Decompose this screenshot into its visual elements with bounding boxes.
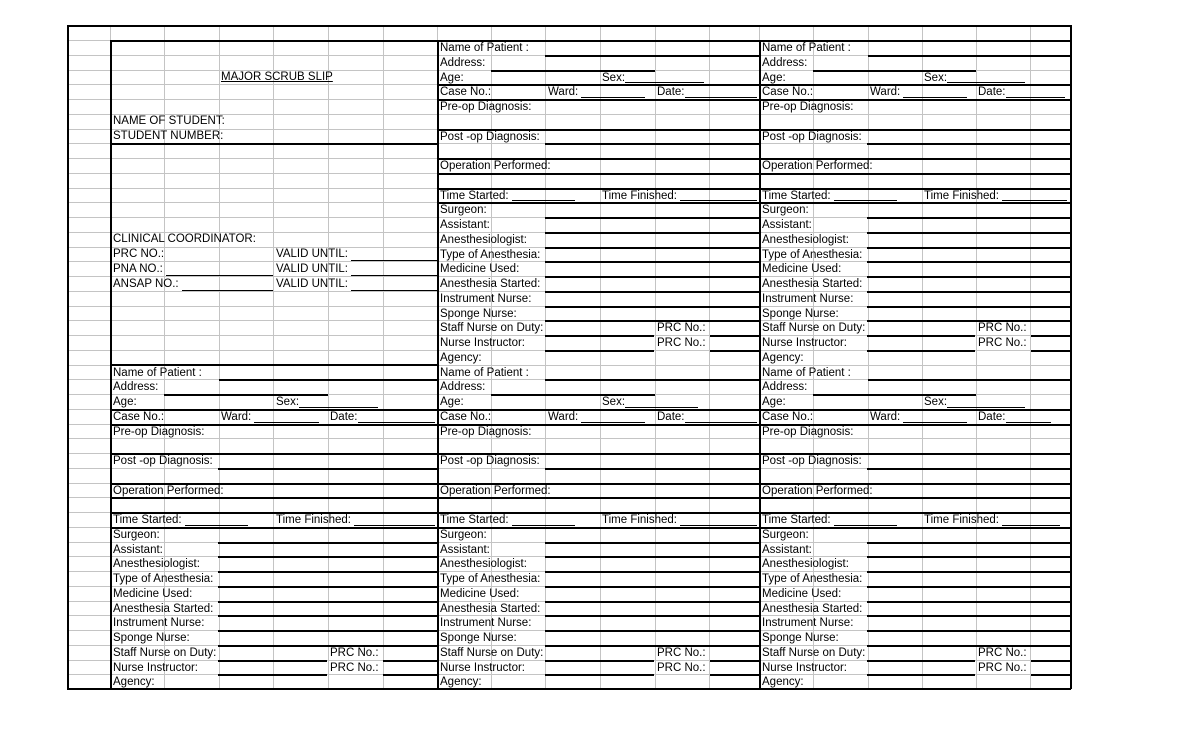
cell-border-line: [545, 335, 654, 337]
cell-border-line: [383, 674, 437, 676]
cell-border-line: [867, 586, 1071, 588]
operation-performed-label: Operation Performed:: [440, 485, 551, 497]
staff-nurse-label: Staff Nurse on Duty:: [440, 322, 544, 334]
postop-diagnosis-label: Post -op Diagnosis:: [440, 455, 540, 467]
blank-underline: [299, 407, 378, 408]
cell-border-line: [867, 468, 1071, 470]
cell-border-line: [545, 261, 759, 263]
cell-border-line: [545, 247, 759, 249]
cell-border-line: [867, 556, 1071, 558]
gridline-column: [922, 25, 923, 689]
nurse-instructor-label: Nurse Instructor:: [762, 662, 847, 674]
ward-label: Ward:: [870, 86, 901, 98]
cell-border-line: [218, 615, 437, 617]
valid-until-label: VALID UNTIL:: [276, 248, 348, 260]
postop-diagnosis-label: Post -op Diagnosis:: [762, 131, 862, 143]
date-label: Date:: [657, 411, 685, 423]
cell-border-line: [491, 394, 655, 396]
cell-border-line: [710, 660, 759, 662]
gridline-row: [67, 438, 1071, 439]
medicine-used-label: Medicine Used:: [762, 263, 842, 275]
sponge-nurse-label: Sponge Nurse:: [440, 632, 517, 644]
cell-border-line: [867, 630, 1071, 632]
cell-border-line: [545, 291, 759, 293]
blank-underline: [581, 97, 645, 98]
clinical-coordinator-label: CLINICAL COORDINATOR:: [113, 233, 256, 245]
cell-border-line: [1031, 674, 1071, 676]
instrument-nurse-label: Instrument Nurse:: [762, 293, 854, 305]
valid-until-label: VALID UNTIL:: [276, 263, 348, 275]
time-started-label: Time Started:: [762, 514, 831, 526]
blank-underline: [903, 422, 967, 423]
cell-border-line: [545, 615, 759, 617]
blank-underline: [1006, 97, 1065, 98]
cell-border-line: [1031, 350, 1071, 352]
anesthesia-started-label: Anesthesia Started:: [762, 603, 863, 615]
prc-no-label: PRC NO.:: [113, 248, 165, 260]
agency-label: Agency:: [440, 352, 482, 364]
type-of-anesthesia-label: Type of Anesthesia:: [440, 573, 541, 585]
case-no-label: Case No.:: [440, 411, 492, 423]
anesthesiologist-label: Anesthesiologist:: [113, 558, 200, 570]
address-label: Address:: [440, 381, 486, 393]
prc-no-label: PRC No.:: [978, 647, 1027, 659]
cell-border-line: [437, 497, 759, 499]
sex-label: Sex:: [602, 72, 626, 84]
prc-no-label: PRC No.:: [657, 337, 706, 349]
cell-border-line: [437, 173, 759, 175]
slip-column-divider: [437, 40, 439, 689]
nurse-instructor-label: Nurse Instructor:: [762, 337, 847, 349]
blank-underline: [166, 275, 273, 276]
gridline-column: [709, 25, 710, 689]
blank-underline: [185, 525, 248, 526]
staff-nurse-label: Staff Nurse on Duty:: [762, 322, 866, 334]
prc-no-label: PRC No.:: [330, 662, 379, 674]
student-number-label: STUDENT NUMBER:: [113, 130, 224, 142]
type-of-anesthesia-label: Type of Anesthesia:: [113, 573, 214, 585]
cell-border-line: [867, 232, 1071, 234]
blank-underline: [581, 422, 645, 423]
medicine-used-label: Medicine Used:: [440, 588, 520, 600]
cell-border-line: [545, 630, 759, 632]
instrument-nurse-label: Instrument Nurse:: [440, 293, 532, 305]
cell-border-line: [867, 306, 1071, 308]
patient-name-label: Name of Patient :: [113, 367, 202, 379]
sponge-nurse-label: Sponge Nurse:: [113, 632, 190, 644]
ward-label: Ward:: [548, 411, 579, 423]
cell-border-line: [545, 306, 759, 308]
patient-name-label: Name of Patient :: [762, 367, 851, 379]
cell-border-line: [867, 217, 1071, 219]
pna-no-label: PNA NO.:: [113, 263, 163, 275]
gridline-column: [976, 25, 977, 689]
staff-nurse-label: Staff Nurse on Duty:: [113, 647, 217, 659]
prc-no-label: PRC No.:: [657, 322, 706, 334]
cell-border-line: [1031, 660, 1071, 662]
time-started-label: Time Started:: [440, 514, 509, 526]
cell-border-line: [218, 630, 437, 632]
postop-diagnosis-label: Post -op Diagnosis:: [440, 131, 540, 143]
anesthesia-started-label: Anesthesia Started:: [440, 278, 541, 290]
postop-diagnosis-label: Post -op Diagnosis:: [113, 455, 213, 467]
blank-underline: [947, 82, 1025, 83]
cell-border-line: [867, 276, 1071, 278]
cell-border-line: [164, 394, 328, 396]
blank-underline: [358, 422, 435, 423]
instrument-nurse-label: Instrument Nurse:: [113, 617, 205, 629]
surgeon-label: Surgeon:: [113, 529, 160, 541]
cell-border-line: [545, 674, 654, 676]
staff-nurse-label: Staff Nurse on Duty:: [762, 647, 866, 659]
agency-label: Agency:: [762, 676, 804, 688]
preop-diagnosis-label: Pre-op Diagnosis:: [762, 426, 854, 438]
anesthesiologist-label: Anesthesiologist:: [440, 234, 527, 246]
time-finished-label: Time Finished:: [602, 190, 677, 202]
cell-border-line: [545, 556, 759, 558]
blank-underline: [354, 525, 435, 526]
cell-border-line: [813, 70, 976, 72]
case-no-label: Case No.:: [762, 86, 814, 98]
case-no-label: Case No.:: [113, 411, 165, 423]
student-name-label: NAME OF STUDENT:: [113, 115, 225, 127]
patient-name-label: Name of Patient :: [440, 367, 529, 379]
preop-diagnosis-label: Pre-op Diagnosis:: [762, 101, 854, 113]
blank-underline: [351, 275, 437, 276]
gridline-column: [655, 25, 656, 689]
assistant-label: Assistant:: [113, 544, 163, 556]
anesthesiologist-label: Anesthesiologist:: [762, 558, 849, 570]
time-started-label: Time Started:: [113, 514, 182, 526]
ansap-no-label: ANSAP NO.:: [113, 278, 179, 290]
gridline-column: [545, 25, 546, 689]
preop-diagnosis-label: Pre-op Diagnosis:: [113, 426, 205, 438]
blank-underline: [625, 82, 704, 83]
cell-border-line: [218, 601, 437, 603]
cell-border-line: [710, 335, 759, 337]
cell-border-line: [867, 660, 975, 662]
date-label: Date:: [978, 86, 1006, 98]
sponge-nurse-label: Sponge Nurse:: [762, 308, 839, 320]
anesthesiologist-label: Anesthesiologist:: [440, 558, 527, 570]
cell-border-line: [110, 143, 437, 145]
date-label: Date:: [978, 411, 1006, 423]
age-label: Age:: [762, 396, 786, 408]
sex-label: Sex:: [602, 396, 626, 408]
nurse-instructor-label: Nurse Instructor:: [440, 662, 525, 674]
cell-border-line: [867, 291, 1071, 293]
medicine-used-label: Medicine Used:: [440, 263, 520, 275]
instrument-nurse-label: Instrument Nurse:: [440, 617, 532, 629]
frame-bottom: [67, 688, 1071, 690]
blank-underline: [685, 97, 757, 98]
prc-no-label: PRC No.:: [978, 337, 1027, 349]
cell-border-line: [545, 320, 759, 322]
operation-performed-label: Operation Performed:: [440, 160, 551, 172]
blank-underline: [1002, 200, 1067, 201]
cell-border-line: [545, 571, 759, 573]
blank-underline: [947, 407, 1025, 408]
time-started-label: Time Started:: [440, 190, 509, 202]
blank-underline: [351, 260, 437, 261]
cell-border-line: [867, 542, 1071, 544]
instrument-nurse-label: Instrument Nurse:: [762, 617, 854, 629]
cell-border-line: [491, 70, 655, 72]
type-of-anesthesia-label: Type of Anesthesia:: [440, 249, 541, 261]
blank-underline: [254, 422, 319, 423]
blank-underline: [685, 422, 757, 423]
frame-right: [1070, 25, 1072, 689]
preop-diagnosis-label: Pre-op Diagnosis:: [440, 426, 532, 438]
time-started-label: Time Started:: [762, 190, 831, 202]
age-label: Age:: [113, 396, 137, 408]
nurse-instructor-label: Nurse Instructor:: [113, 662, 198, 674]
cell-border-line: [218, 674, 327, 676]
cell-border-line: [710, 674, 759, 676]
cell-border-line: [867, 601, 1071, 603]
agency-label: Agency:: [113, 676, 155, 688]
gridline-column: [1030, 25, 1031, 689]
cell-border-line: [867, 335, 975, 337]
cell-border-line: [867, 645, 1071, 647]
agency-label: Agency:: [440, 676, 482, 688]
cell-border-line: [545, 379, 759, 381]
ward-label: Ward:: [221, 411, 252, 423]
cell-border-line: [710, 350, 759, 352]
surgeon-label: Surgeon:: [440, 529, 487, 541]
cell-border-line: [545, 542, 759, 544]
operation-performed-label: Operation Performed:: [762, 160, 873, 172]
cell-border-line: [813, 394, 976, 396]
cell-border-line: [545, 350, 654, 352]
assistant-label: Assistant:: [440, 219, 490, 231]
cell-border-line: [218, 542, 437, 544]
gridline-column: [600, 25, 601, 689]
sponge-nurse-label: Sponge Nurse:: [762, 632, 839, 644]
prc-no-label: PRC No.:: [657, 662, 706, 674]
gridline-column: [328, 25, 329, 689]
assistant-label: Assistant:: [762, 219, 812, 231]
cell-border-line: [867, 571, 1071, 573]
surgeon-label: Surgeon:: [762, 204, 809, 216]
frame-header-rule: [110, 40, 1071, 42]
medicine-used-label: Medicine Used:: [113, 588, 193, 600]
address-label: Address:: [762, 381, 808, 393]
gridline-column: [383, 25, 384, 689]
age-label: Age:: [440, 396, 464, 408]
assistant-label: Assistant:: [440, 544, 490, 556]
prc-no-label: PRC No.:: [657, 647, 706, 659]
time-finished-label: Time Finished:: [602, 514, 677, 526]
cell-border-line: [1031, 335, 1071, 337]
time-finished-label: Time Finished:: [924, 514, 999, 526]
sponge-nurse-label: Sponge Nurse:: [440, 308, 517, 320]
gridline-column: [868, 25, 869, 689]
time-finished-label: Time Finished:: [276, 514, 351, 526]
blank-underline: [903, 97, 967, 98]
type-of-anesthesia-label: Type of Anesthesia:: [762, 249, 863, 261]
type-of-anesthesia-label: Type of Anesthesia:: [762, 573, 863, 585]
postop-diagnosis-label: Post -op Diagnosis:: [762, 455, 862, 467]
agency-label: Agency:: [762, 352, 804, 364]
staff-nurse-label: Staff Nurse on Duty:: [440, 647, 544, 659]
cell-border-line: [868, 55, 1071, 57]
gridline-column: [273, 25, 274, 689]
cell-border-line: [759, 497, 1071, 499]
cell-border-line: [868, 379, 1071, 381]
cell-border-line: [545, 468, 759, 470]
anesthesiologist-label: Anesthesiologist:: [762, 234, 849, 246]
operation-performed-label: Operation Performed:: [762, 485, 873, 497]
case-no-label: Case No.:: [762, 411, 814, 423]
valid-until-label: VALID UNTIL:: [276, 278, 348, 290]
blank-underline: [834, 200, 897, 201]
nurse-instructor-label: Nurse Instructor:: [440, 337, 525, 349]
cell-border-line: [867, 320, 1071, 322]
blank-underline: [512, 525, 575, 526]
address-label: Address:: [440, 57, 486, 69]
time-finished-label: Time Finished:: [924, 190, 999, 202]
blank-underline: [1006, 422, 1051, 423]
address-label: Address:: [113, 381, 159, 393]
prc-no-label: PRC No.:: [978, 322, 1027, 334]
cell-border-line: [545, 601, 759, 603]
anesthesia-started-label: Anesthesia Started:: [440, 603, 541, 615]
operation-performed-label: Operation Performed:: [113, 485, 224, 497]
cell-border-line: [545, 143, 759, 145]
cell-border-line: [218, 586, 437, 588]
surgeon-label: Surgeon:: [762, 529, 809, 541]
date-label: Date:: [330, 411, 358, 423]
cell-border-line: [545, 55, 759, 57]
cell-border-line: [545, 586, 759, 588]
patient-name-label: Name of Patient :: [762, 42, 851, 54]
address-label: Address:: [762, 57, 808, 69]
cell-border-line: [218, 468, 437, 470]
date-label: Date:: [657, 86, 685, 98]
cell-border-line: [110, 497, 437, 499]
blank-underline: [351, 290, 437, 291]
ward-label: Ward:: [548, 86, 579, 98]
patient-name-label: Name of Patient :: [440, 42, 529, 54]
cell-border-line: [867, 143, 1071, 145]
cell-border-line: [218, 556, 437, 558]
cell-border-line: [383, 660, 437, 662]
cell-border-line: [545, 276, 759, 278]
preop-diagnosis-label: Pre-op Diagnosis:: [440, 101, 532, 113]
case-no-label: Case No.:: [440, 86, 492, 98]
prc-no-label: PRC No.:: [978, 662, 1027, 674]
anesthesia-started-label: Anesthesia Started:: [762, 278, 863, 290]
frame-left: [67, 25, 69, 689]
slip-column-divider: [759, 40, 761, 689]
blank-underline: [512, 200, 575, 201]
age-label: Age:: [762, 72, 786, 84]
blank-underline: [182, 290, 273, 291]
sex-label: Sex:: [924, 396, 948, 408]
cell-border-line: [545, 217, 759, 219]
cell-border-line: [867, 247, 1071, 249]
major-scrub-slip-title: MAJOR SCRUB SLIP: [221, 71, 333, 83]
cell-border-line: [545, 645, 759, 647]
cell-border-line: [759, 173, 1071, 175]
sex-label: Sex:: [276, 396, 300, 408]
blank-underline: [625, 407, 698, 408]
prc-no-label: PRC No.:: [330, 647, 379, 659]
cell-border-line: [867, 350, 975, 352]
surgeon-label: Surgeon:: [440, 204, 487, 216]
medicine-used-label: Medicine Used:: [762, 588, 842, 600]
ward-label: Ward:: [870, 411, 901, 423]
cell-border-line: [545, 660, 654, 662]
cell-border-line: [867, 615, 1071, 617]
cell-border-line: [545, 232, 759, 234]
assistant-label: Assistant:: [762, 544, 812, 556]
cell-border-line: [218, 571, 437, 573]
cell-border-line: [867, 674, 975, 676]
anesthesia-started-label: Anesthesia Started:: [113, 603, 214, 615]
sex-label: Sex:: [924, 72, 948, 84]
blank-underline: [680, 525, 757, 526]
cell-border-line: [219, 379, 437, 381]
frame-top: [67, 25, 1071, 27]
cell-border-line: [867, 261, 1071, 263]
cell-border-line: [218, 645, 437, 647]
blank-underline: [834, 525, 897, 526]
blank-underline: [680, 200, 757, 201]
cell-border-line: [218, 660, 327, 662]
blank-underline: [1002, 525, 1060, 526]
age-label: Age:: [440, 72, 464, 84]
